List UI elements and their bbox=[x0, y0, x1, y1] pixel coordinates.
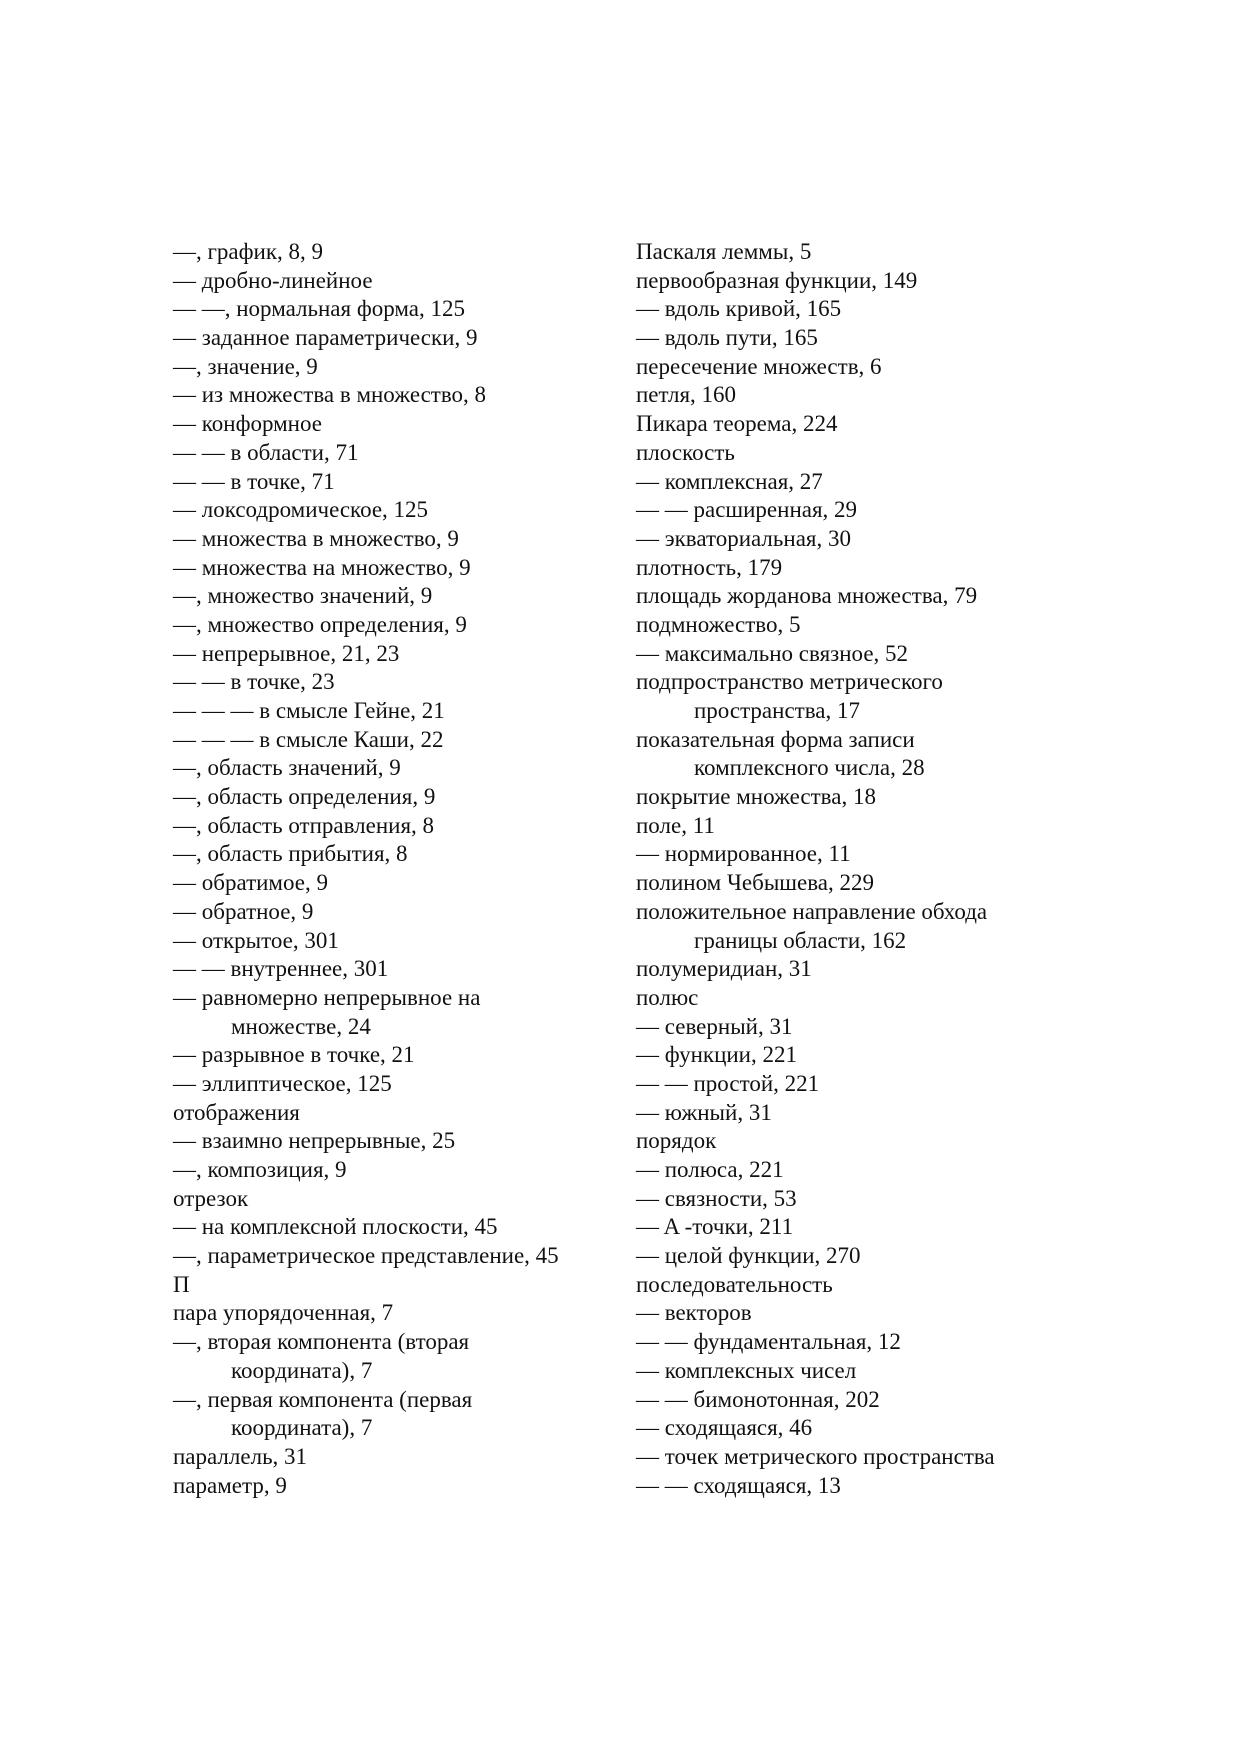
index-entry: — полюса, 221 bbox=[636, 1157, 784, 1182]
index-entry: — обратное, 9 bbox=[173, 898, 314, 924]
index-entry: — локсодромическое, 125 bbox=[173, 497, 429, 523]
index-entry: полином Чебышева, 229 bbox=[636, 870, 874, 896]
index-entry: — — в точке, 23 bbox=[173, 669, 335, 695]
index-entry: — конформное bbox=[173, 411, 322, 437]
index-entry: — — простой, 221 bbox=[636, 1070, 820, 1096]
index-entry: порядок bbox=[636, 1128, 717, 1154]
index-entry: координата), 7 bbox=[231, 1357, 373, 1383]
index-entry: — северный, 31 bbox=[636, 1013, 793, 1039]
index-entry: — точек метрического пространства bbox=[636, 1443, 995, 1469]
index-entry: — — фундаментальная, 12 bbox=[636, 1329, 901, 1355]
index-entry: — экваториальная, 30 bbox=[636, 525, 851, 551]
index-entry: —, область прибытия, 8 bbox=[173, 841, 408, 867]
index-entry: —, значение, 9 bbox=[173, 353, 318, 379]
index-entry: — на комплексной плоскости, 45 bbox=[173, 1214, 498, 1240]
index-column-left bbox=[173, 238, 613, 1500]
index-entry: Пикара теорема, 224 bbox=[636, 411, 838, 437]
index-entry: — связности, 53 bbox=[636, 1185, 797, 1211]
index-entry: множестве, 24 bbox=[231, 1013, 371, 1039]
index-entry: — — бимонотонная, 202 bbox=[636, 1386, 880, 1412]
index-entry: покрытие множества, 18 bbox=[636, 784, 876, 810]
index-entry: —, композиция, 9 bbox=[173, 1157, 347, 1182]
index-entry: подпространство метрического bbox=[636, 669, 943, 695]
index-entry: — эллиптическое, 125 bbox=[173, 1070, 392, 1096]
index-entry: — равномерно непрерывное на bbox=[173, 984, 481, 1010]
index-entry: — взаимно непрерывные, 25 bbox=[173, 1128, 456, 1154]
index-entry: — функции, 221 bbox=[636, 1042, 797, 1068]
index-entry: — вдоль пути, 165 bbox=[636, 325, 818, 351]
index-entry: —, параметрическое представление, 45 bbox=[173, 1243, 559, 1269]
index-entry: — заданное параметрически, 9 bbox=[173, 325, 478, 351]
index-entry: — A -точки, 211 bbox=[636, 1214, 794, 1240]
index-entry: границы области, 162 bbox=[694, 927, 907, 953]
index-entry: площадь жорданова множества, 79 bbox=[636, 583, 978, 609]
index-entry: первообразная функции, 149 bbox=[636, 267, 918, 293]
index-entry: комплексного числа, 28 bbox=[694, 755, 925, 781]
index-entry: — векторов bbox=[636, 1300, 752, 1326]
index-entry: параметр, 9 bbox=[173, 1472, 287, 1498]
index-entry: — целой функции, 270 bbox=[636, 1243, 861, 1269]
index-entry: — — в точке, 71 bbox=[173, 468, 335, 494]
index-entry: — комплексная, 27 bbox=[636, 468, 823, 494]
index-entry: плоскость bbox=[636, 439, 735, 465]
index-entry: —, множество значений, 9 bbox=[173, 583, 433, 609]
index-entry: — — — в смысле Каши, 22 bbox=[173, 726, 444, 752]
index-entry: — — сходящаяся, 13 bbox=[636, 1472, 841, 1498]
index-entry: петля, 160 bbox=[636, 382, 737, 408]
index-entry: — — — в смысле Гейне, 21 bbox=[173, 698, 445, 723]
index-entry: подмножество, 5 bbox=[636, 611, 801, 637]
index-entry: Паскаля леммы, 5 bbox=[636, 239, 812, 264]
index-entry: —, вторая компонента (вторая bbox=[173, 1329, 470, 1355]
index-entry: полюс bbox=[636, 984, 699, 1010]
index-column-right bbox=[636, 238, 1076, 1500]
index-entry: — открытое, 301 bbox=[173, 927, 339, 953]
index-entry: — обратимое, 9 bbox=[173, 870, 328, 896]
index-entry: отображения bbox=[173, 1099, 300, 1125]
index-entry: —, первая компонента (первая bbox=[173, 1386, 473, 1412]
index-entry: П bbox=[173, 1271, 190, 1297]
index-entry: — разрывное в точке, 21 bbox=[173, 1042, 415, 1068]
index-entry: последовательность bbox=[636, 1271, 833, 1297]
index-entry: —, график, 8, 9 bbox=[173, 239, 324, 264]
index-entry: положительное направление обхода bbox=[636, 898, 988, 924]
index-entry: пространства, 17 bbox=[694, 698, 860, 723]
index-entry: — непрерывное, 21, 23 bbox=[173, 640, 400, 666]
index-entry: — комплексных чисел bbox=[636, 1357, 857, 1383]
index-entry: — нормированное, 11 bbox=[636, 841, 851, 867]
index-entry: —, область определения, 9 bbox=[173, 784, 436, 810]
index-entry: — — в области, 71 bbox=[173, 439, 359, 465]
index-entry: — дробно-линейное bbox=[173, 267, 373, 293]
index-entry: пересечение множеств, 6 bbox=[636, 353, 882, 379]
index-entry: — множества на множество, 9 bbox=[173, 554, 471, 580]
index-entry: плотность, 179 bbox=[636, 554, 783, 580]
index-entry: полумеридиан, 31 bbox=[636, 956, 812, 982]
index-entry: —, множество определения, 9 bbox=[173, 611, 467, 637]
index-entry: поле, 11 bbox=[636, 812, 715, 838]
index-entry: — —, нормальная форма, 125 bbox=[173, 296, 465, 322]
index-entry: отрезок bbox=[173, 1185, 249, 1211]
index-entry: — южный, 31 bbox=[636, 1099, 772, 1125]
index-entry: —, область значений, 9 bbox=[173, 755, 401, 781]
index-entry: — — внутреннее, 301 bbox=[173, 956, 389, 982]
index-entry: координата), 7 bbox=[231, 1415, 373, 1441]
index-entry: — — расширенная, 29 bbox=[636, 497, 858, 523]
index-entry: — сходящаяся, 46 bbox=[636, 1415, 813, 1441]
index-entry: параллель, 31 bbox=[173, 1443, 308, 1469]
index-entry: — максимально связное, 52 bbox=[636, 640, 909, 666]
index-entry: показательная форма записи bbox=[636, 726, 915, 752]
index-entry: —, область отправления, 8 bbox=[173, 812, 435, 838]
index-entry: — из множества в множество, 8 bbox=[173, 382, 487, 408]
index-entry: — множества в множество, 9 bbox=[173, 525, 459, 551]
index-entry: — вдоль кривой, 165 bbox=[636, 296, 842, 322]
index-entry: пара упорядоченная, 7 bbox=[173, 1300, 394, 1326]
